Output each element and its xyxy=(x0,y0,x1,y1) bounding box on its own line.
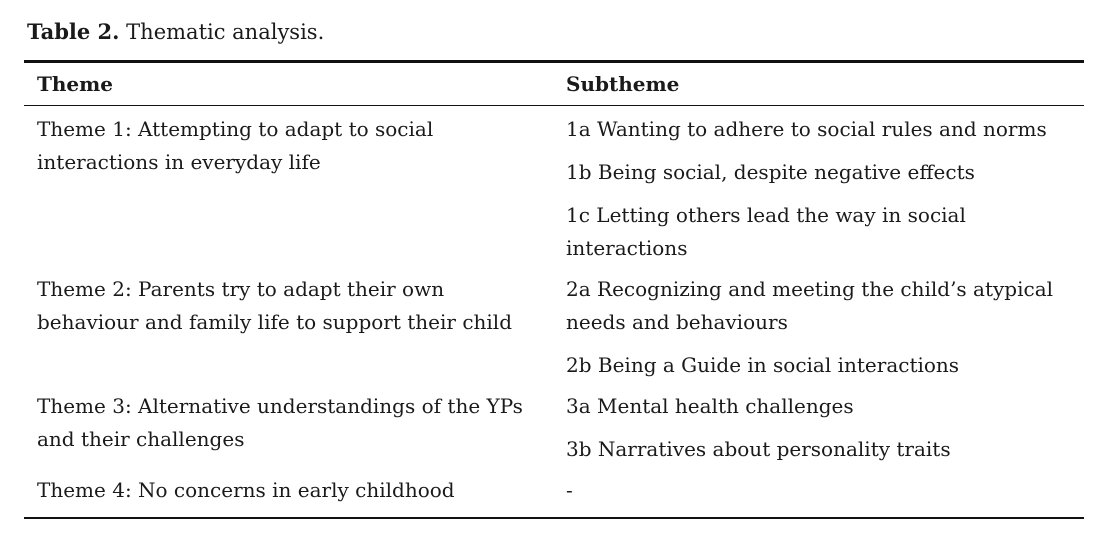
subtheme-item: - xyxy=(566,478,573,502)
subtheme-cell xyxy=(552,390,1084,474)
subtheme-item: 3a Mental health challenges xyxy=(566,394,854,418)
subtheme-cell xyxy=(552,273,1084,390)
subtheme-item: 3b Narratives about personality traits xyxy=(566,437,951,461)
table-row xyxy=(24,474,1084,515)
subtheme-cell xyxy=(552,113,1084,273)
table-header-row xyxy=(24,63,1084,105)
table-body xyxy=(24,106,1084,517)
table-caption xyxy=(27,18,324,46)
table-row xyxy=(24,113,1084,273)
subtheme-item: 1c Letting others lead the way in social interactions xyxy=(566,203,966,260)
subtheme-item: 2b Being a Guide in social interactions xyxy=(566,353,960,377)
table-row xyxy=(24,273,1084,390)
theme-cell: Theme 2: Parents try to adapt their own behaviour and family life to support their child xyxy=(37,277,512,334)
caption-label: Table 2. xyxy=(27,19,120,44)
header-subtheme: Subtheme xyxy=(566,72,680,96)
caption-text: Thematic analysis. xyxy=(126,20,325,44)
header-theme: Theme xyxy=(37,72,114,96)
subtheme-item: 1b Being social, despite negative effects xyxy=(566,160,975,184)
subtheme-item: 1a Wanting to adhere to social rules and norms xyxy=(566,117,1047,141)
theme-cell: Theme 1: Attempting to adapt to social interactions in everyday life xyxy=(37,117,434,174)
theme-cell: Theme 4: No concerns in early childhood xyxy=(37,478,455,502)
subtheme-cell xyxy=(552,474,1084,515)
theme-cell: Theme 3: Alternative understandings of the YPs and their challenges xyxy=(37,394,523,451)
thematic-table xyxy=(24,60,1084,519)
table-bottom-rule xyxy=(24,517,1084,519)
subtheme-item: 2a Recognizing and meeting the child’s atypical needs and behaviours xyxy=(566,277,1054,334)
table-row xyxy=(24,390,1084,474)
